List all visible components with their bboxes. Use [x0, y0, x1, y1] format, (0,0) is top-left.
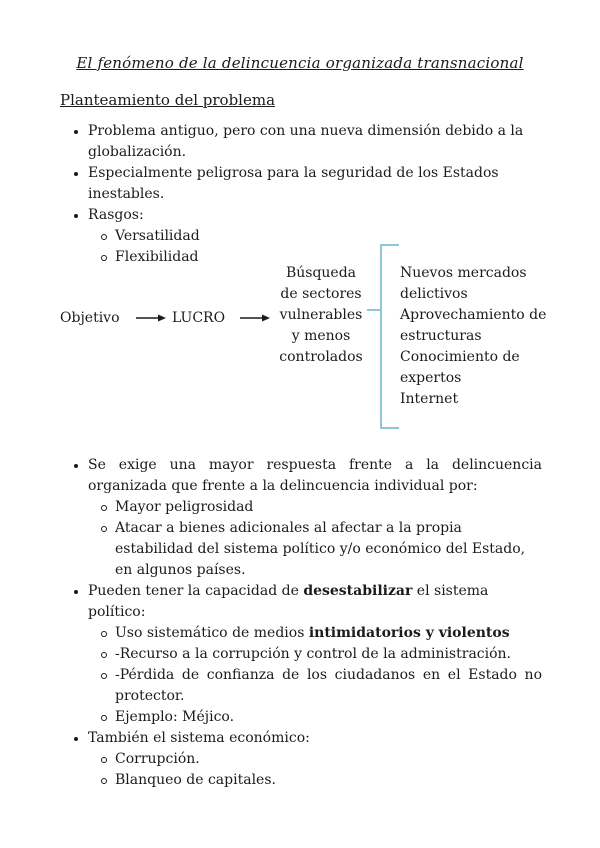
list-item	[0, 581, 600, 623]
sub-list-item: Versatilidad	[0, 226, 600, 247]
busqueda-block	[270, 263, 372, 368]
item-text: Pueden tener la capacidad de	[88, 583, 304, 599]
results-block	[400, 263, 570, 410]
arrow-icon	[136, 315, 166, 322]
sub-list-item: -Recurso a la corrupción y control de la administración.	[0, 644, 600, 665]
list-item: Rasgos:	[0, 205, 600, 226]
busqueda-line: vulnerables	[279, 307, 363, 323]
result-line: Nuevos mercados	[400, 265, 527, 281]
emphasis-text: desestabilizar	[303, 583, 413, 599]
busqueda-line: Búsqueda	[285, 265, 357, 281]
list-item: Especialmente peligrosa para la seguridad de los Estados inestables.	[0, 163, 600, 205]
result-line: estructuras	[400, 328, 482, 344]
arrow-icon	[240, 315, 270, 322]
list-item: También el sistema económico:	[0, 728, 600, 749]
emphasis-text: intimidatorios y violentos	[308, 625, 510, 641]
document-title: El fenómeno de la delincuencia organizada transnacional	[76, 54, 524, 72]
result-line: delictivos	[400, 286, 468, 302]
result-line: Conocimiento de	[400, 349, 520, 365]
objetivo-label: Objetivo	[60, 310, 120, 326]
result-line: Internet	[400, 391, 459, 407]
busqueda-line: de sectores	[280, 286, 362, 302]
section-heading: Planteamiento del problema	[60, 91, 276, 109]
busqueda-line: controlados	[279, 349, 363, 365]
result-line: expertos	[400, 370, 462, 386]
lucro-label: LUCRO	[172, 310, 226, 326]
busqueda-line: y menos	[291, 328, 351, 344]
sub-list-item: Ejemplo: Méjico.	[0, 707, 600, 728]
list-item: Se exige una mayor respuesta frente a la delincuencia organizada que frente a la delincuencia individual por:	[0, 455, 600, 497]
list-item: Problema antiguo, pero con una nueva dimensión debido a la globalización.	[0, 121, 600, 163]
response-list	[0, 455, 600, 791]
sub-list-item: Atacar a bienes adicionales al afectar a la propia estabilidad del sistema político y/o económico del Estado, en algunos países.	[0, 518, 600, 581]
item-text: Uso sistemático de medios	[115, 625, 309, 641]
result-line: Aprovechamiento de	[400, 307, 547, 323]
sub-list-item	[0, 623, 600, 644]
sub-list-item: Blanqueo de capitales.	[0, 770, 600, 791]
sub-list-item: Mayor peligrosidad	[0, 497, 600, 518]
sub-list-item: Flexibilidad	[0, 247, 600, 268]
item-text: el sistema político:	[88, 583, 489, 620]
sub-list-item: Corrupción.	[0, 749, 600, 770]
sub-list-item: -Pérdida de confianza de los ciudadanos en el Estado no protector.	[0, 665, 600, 707]
